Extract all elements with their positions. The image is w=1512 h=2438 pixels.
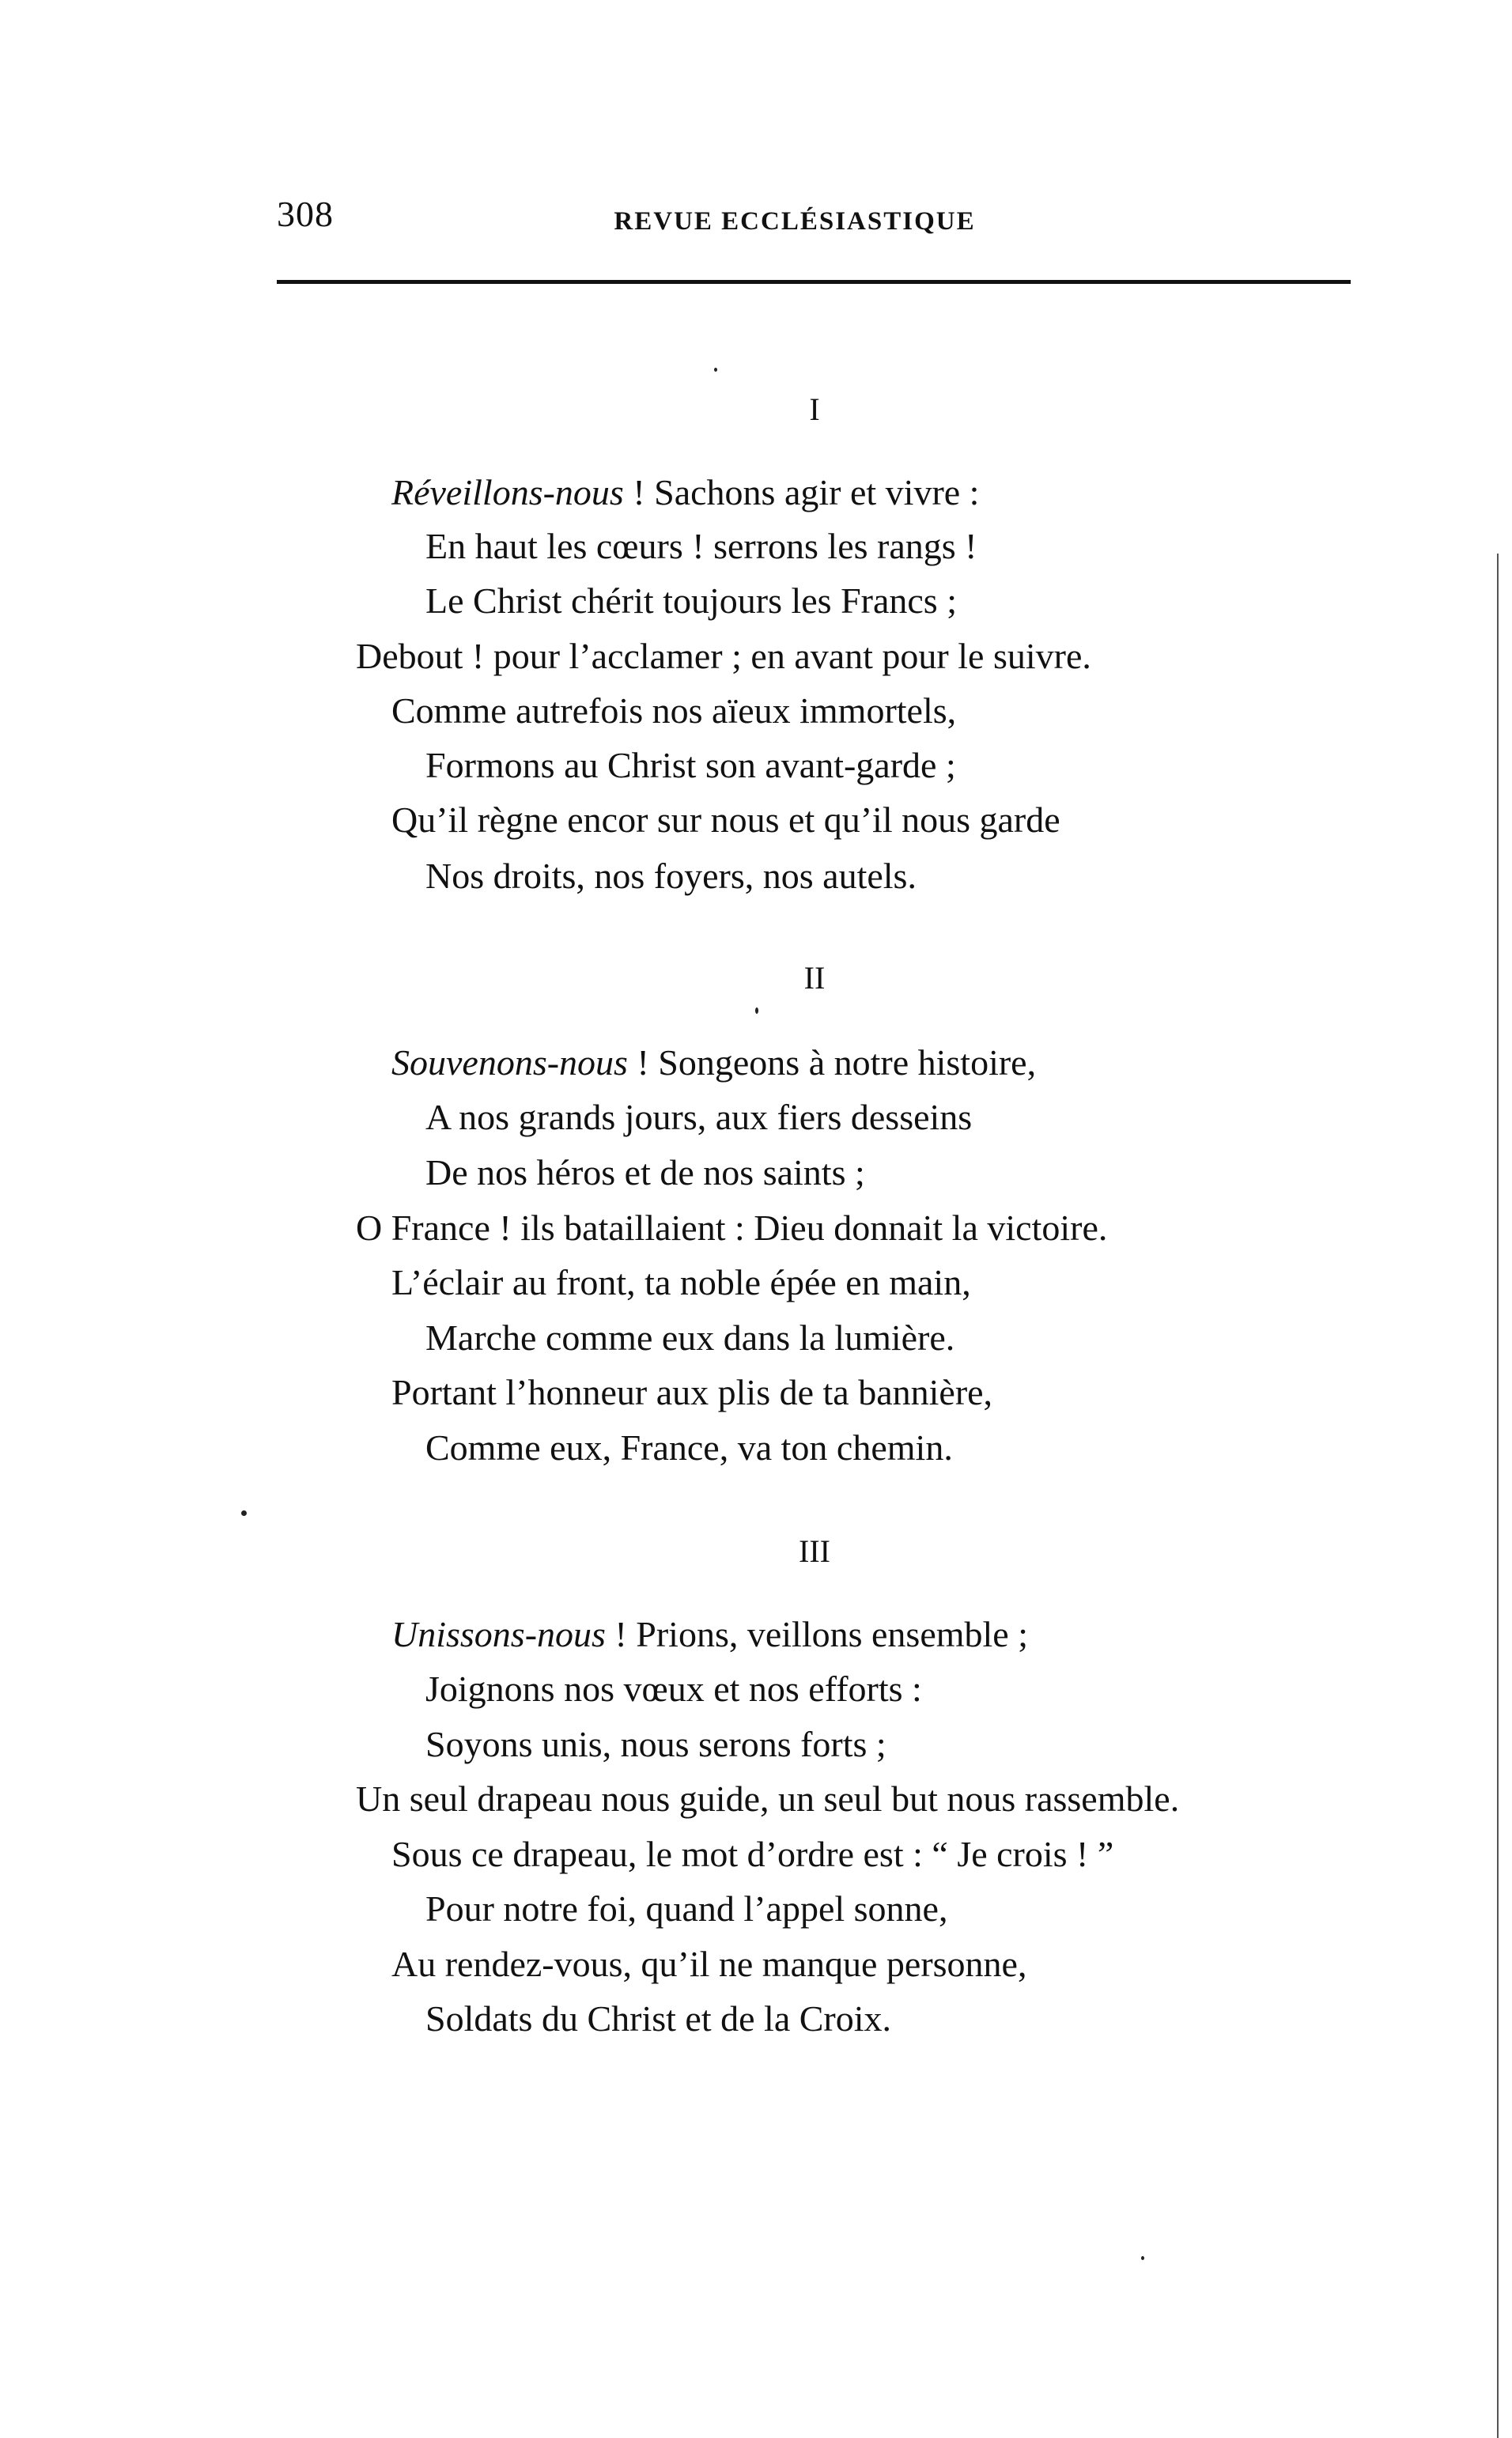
stanza-2-line-1-rest: ! Songeons à notre histoire, (627, 1042, 1037, 1083)
stanza-1-line-2: En haut les cœurs ! serrons les rangs ! (425, 526, 977, 566)
stanza-2-line-6: Marche comme eux dans la lumière. (425, 1317, 955, 1358)
stanza-3-line-3: Soyons unis, nous serons forts ; (425, 1724, 886, 1764)
stanza-3-line-8: Soldats du Christ et de la Croix. (425, 1998, 892, 2039)
stanza-1-line-6: Formons au Christ son avant-garde ; (425, 745, 956, 785)
running-head: REVUE ECCLÉSIASTIQUE (614, 207, 976, 236)
stanza-2-line-5: L’éclair au front, ta noble épée en main, (391, 1262, 971, 1302)
header-rule (277, 280, 1351, 284)
stanza-1-line-7: Qu’il règne encor sur nous et qu’il nous garde (391, 799, 1060, 840)
stanza-2-line-8: Comme eux, France, va ton chemin. (425, 1427, 953, 1468)
stanza-1-line-8: Nos droits, nos foyers, nos autels. (425, 856, 917, 896)
stanza-3-lead-word: Unissons-nous (391, 1614, 606, 1654)
scan-speck (1141, 2256, 1144, 2260)
stanza-3-line-7: Au rendez-vous, qu’il ne manque personne, (391, 1944, 1027, 1984)
stanza-1-line-3: Le Christ chérit toujours les Francs ; (425, 580, 957, 621)
stanza-2-numeral: II (803, 960, 826, 996)
stanza-3-line-5: Sous ce drapeau, le mot d’ordre est : “ Je crois ! ” (391, 1834, 1114, 1874)
stanza-2-lead-word: Souvenons-nous (391, 1042, 628, 1083)
stanza-1-line-5: Comme autrefois nos aïeux immortels, (391, 690, 957, 731)
stanza-3-numeral: III (799, 1533, 830, 1569)
stanza-1-lead-word: Réveillons-nous (391, 472, 624, 512)
stanza-3-line-6: Pour notre foi, quand l’appel sonne, (425, 1888, 948, 1929)
stanza-3-line-2: Joignons nos vœux et nos efforts : (425, 1669, 922, 1709)
stanza-3-line-4: Un seul drapeau nous guide, un seul but nous rassemble. (356, 1778, 1180, 1819)
stanza-3-line-1-rest: ! Prions, veillons ensemble ; (605, 1614, 1028, 1654)
stanza-3-line-1 (391, 1616, 1028, 1653)
scan-speck (241, 1510, 247, 1516)
stanza-1-line-1 (391, 474, 979, 511)
stanza-2-line-4: O France ! ils bataillaient : Dieu donnait la victoire. (356, 1208, 1108, 1248)
stanza-1-line-1-rest: ! Sachons agir et vivre : (623, 472, 980, 512)
page-number: 308 (277, 194, 334, 234)
stanza-2-line-3: De nos héros et de nos saints ; (425, 1152, 865, 1193)
stanza-1-line-4: Debout ! pour l’acclamer ; en avant pour le suivre. (356, 636, 1091, 676)
stanza-2-line-2: A nos grands jours, aux fiers desseins (425, 1097, 973, 1137)
scan-edge-line (1497, 554, 1499, 2438)
stanza-1-numeral: I (809, 391, 820, 427)
stanza-2-line-1 (391, 1042, 1037, 1083)
scan-speck (714, 368, 717, 372)
stanza-2-line-7: Portant l’honneur aux plis de ta bannière, (391, 1372, 993, 1412)
scan-speck (755, 1007, 758, 1014)
